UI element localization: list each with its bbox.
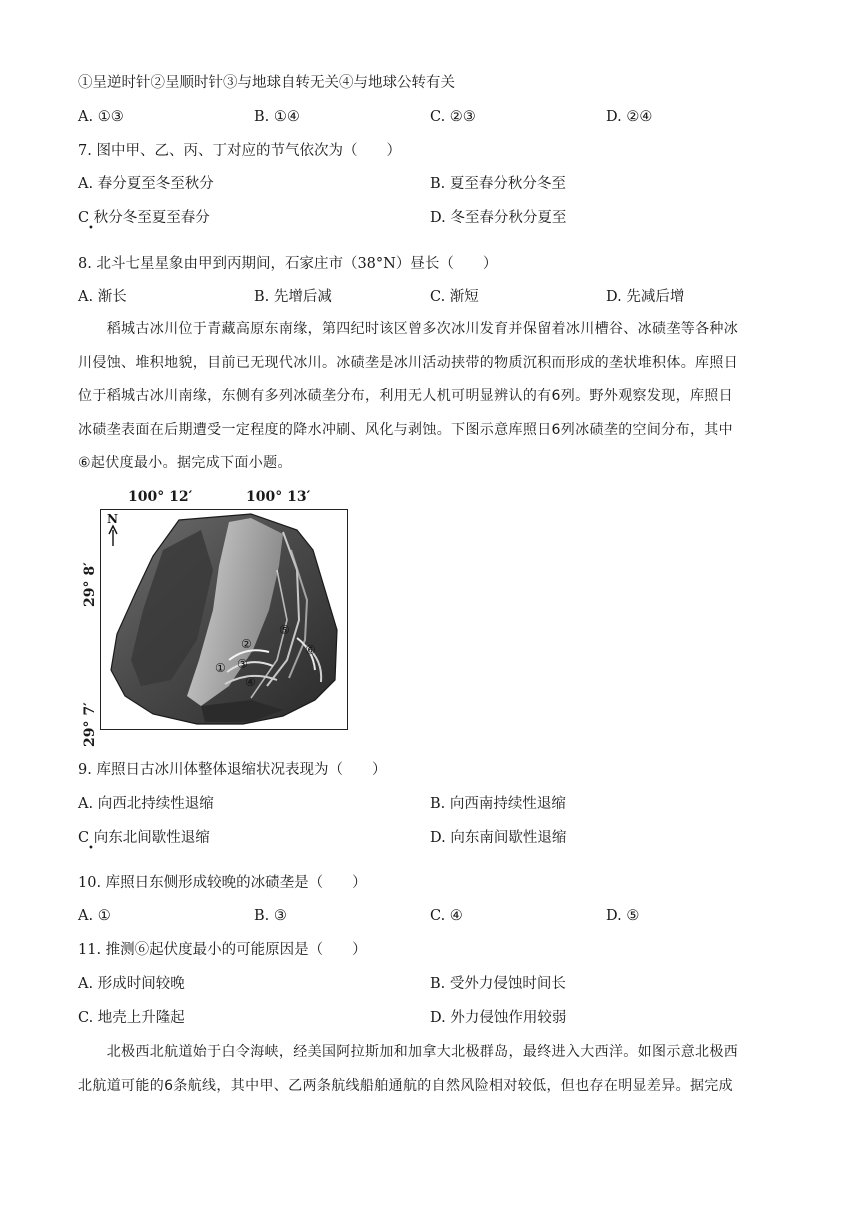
passage-glacier xyxy=(78,313,778,481)
passage-line: 稻城古冰川位于青藏高原东南缘，第四纪时该区曾多次冰川发育并保留着冰川槽谷、冰碛垄等各种冰 xyxy=(78,321,739,337)
q10-option-d[interactable]: D. ⑤ xyxy=(606,908,640,924)
moraine-label-1: ① xyxy=(215,661,226,675)
north-label: N xyxy=(107,512,118,526)
passage-line: 北极西北航道始于白令海峡，经美国阿拉斯加和加拿大北极群岛，最终进入大西洋。如图示意北极西 xyxy=(78,1044,739,1060)
q11-stem: 11. 推测⑥起伏度最小的可能原因是（ ） xyxy=(78,942,367,958)
moraine-label-6: ⑥ xyxy=(305,643,316,657)
lat-label-south: 29° 7′ xyxy=(82,702,98,747)
moraine-label-4: ④ xyxy=(245,675,256,689)
q6-option-d[interactable]: D. ②④ xyxy=(606,109,653,125)
passage-northwest-passage xyxy=(78,1036,778,1103)
q7-stem: 7. 图中甲、乙、丙、丁对应的节气依次为（ ） xyxy=(78,143,401,159)
q11-option-b[interactable]: B. 受外力侵蚀时间长 xyxy=(430,976,566,992)
q10-option-b[interactable]: B. ③ xyxy=(254,908,287,924)
moraine-label-5: ⑤ xyxy=(279,623,290,637)
q8-option-d[interactable]: D. 先减后增 xyxy=(606,289,685,305)
passage-line: 冰碛垄表面在后期遭受一定程度的降水冲刷、风化与剥蚀。下图示意库照日6列冰碛垄的空间分布，其中 xyxy=(78,421,734,438)
option-dot: • xyxy=(88,843,94,854)
lon-label-east: 100° 13′ xyxy=(246,489,311,505)
q8-stem: 8. 北斗七星星象由甲到丙期间，石家庄市（38°N）昼长（ ） xyxy=(78,256,498,272)
q9-option-d[interactable]: D. 向东南间歇性退缩 xyxy=(430,830,567,846)
moraine-label-2: ② xyxy=(241,637,252,651)
map-frame xyxy=(100,509,348,730)
passage-line: ⑥起伏度最小。据完成下面小题。 xyxy=(78,455,292,471)
moraine-map-figure xyxy=(82,485,352,747)
lon-label-west: 100° 12′ xyxy=(128,489,193,505)
moraine-label-3: ③ xyxy=(237,657,248,671)
q11-option-a[interactable]: A. 形成时间较晚 xyxy=(78,976,185,992)
q8-option-b[interactable]: B. 先增后减 xyxy=(254,289,332,305)
q8-option-a[interactable]: A. 渐长 xyxy=(78,289,127,305)
q10-option-c[interactable]: C. ④ xyxy=(430,908,463,924)
q9-stem: 9. 库照日古冰川体整体退缩状况表现为（ ） xyxy=(78,762,387,778)
q7-option-d[interactable]: D. 冬至春分秋分夏至 xyxy=(430,210,567,226)
q7-option-a[interactable]: A. 春分夏至冬至秋分 xyxy=(78,176,214,192)
q6-option-b[interactable]: B. ①④ xyxy=(254,109,300,125)
q6-option-a[interactable]: A. ①③ xyxy=(78,109,124,125)
q9-option-c[interactable]: C 向东北间歇性退缩 xyxy=(78,830,210,846)
q11-option-d[interactable]: D. 外力侵蚀作用较弱 xyxy=(430,1010,567,1026)
q6-option-c[interactable]: C. ②③ xyxy=(430,109,476,125)
q9-option-b[interactable]: B. 向西南持续性退缩 xyxy=(430,796,566,812)
q9-option-a[interactable]: A. 向西北持续性退缩 xyxy=(78,796,214,812)
q7-option-c[interactable]: C 秋分冬至夏至春分 xyxy=(78,210,210,226)
glacier-relief-map xyxy=(101,510,347,729)
q8-option-c[interactable]: C. 渐短 xyxy=(430,289,479,305)
passage-line: 位于稻城古冰川南缘，东侧有多列冰碛垄分布，利用无人机可明显辨认的有6列。野外观察发现，库照日 xyxy=(78,388,734,404)
q7-option-b[interactable]: B. 夏至春分秋分冬至 xyxy=(430,176,566,192)
q11-option-c[interactable]: C. 地壳上升隆起 xyxy=(78,1010,185,1026)
q6-statements: ①呈逆时针②呈顺时针③与地球自转无关④与地球公转有关 xyxy=(78,75,455,91)
q10-stem: 10. 库照日东侧形成较晚的冰碛垄是（ ） xyxy=(78,875,367,891)
q10-option-a[interactable]: A. ① xyxy=(78,908,111,924)
north-arrow-icon xyxy=(109,526,117,546)
lat-label-north: 29° 8′ xyxy=(82,562,98,607)
passage-line: 川侵蚀、堆积地貌，目前已无现代冰川。冰碛垄是冰川活动挟带的物质沉积而形成的垄状堆积体。库照日 xyxy=(78,354,739,371)
passage-line: 北航道可能的6条航线，其中甲、乙两条航线船舶通航的自然风险相对较低，但也存在明显差异。据完成 xyxy=(78,1077,734,1094)
option-dot: • xyxy=(88,223,94,234)
